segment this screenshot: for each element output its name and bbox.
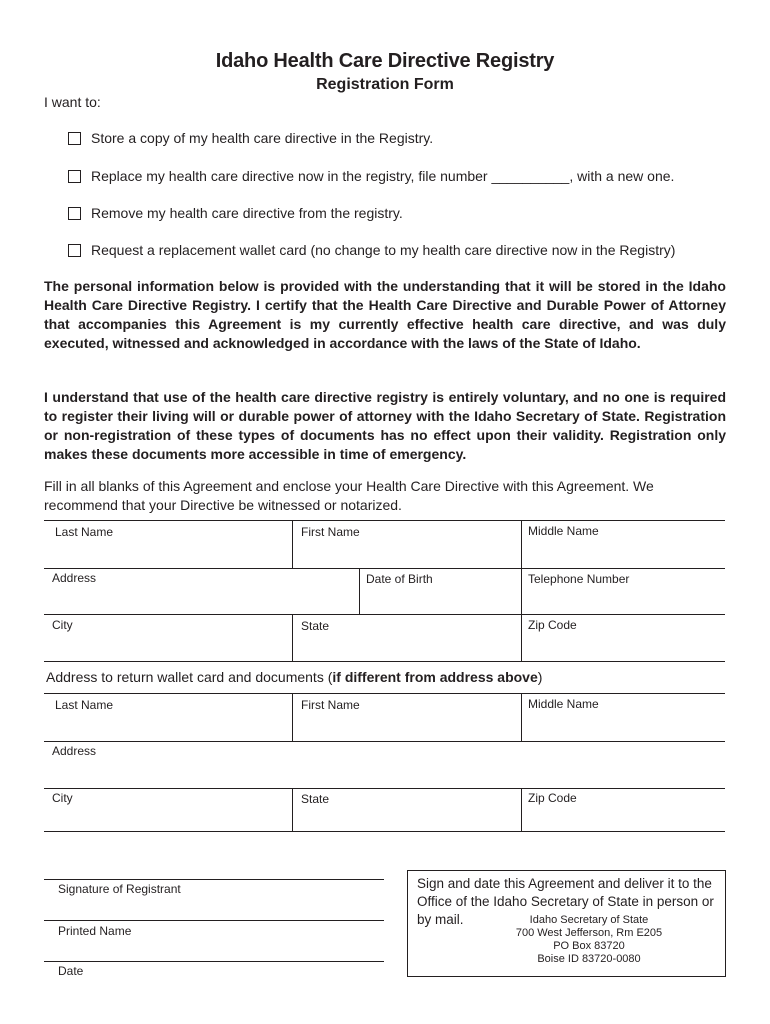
- option-remove-label: Remove my health care directive from the registry.: [91, 205, 403, 221]
- option-store[interactable]: [68, 130, 433, 146]
- form-title: Idaho Health Care Directive Registry: [215, 50, 555, 72]
- address-line: 700 West Jefferson, Rm E205: [515, 927, 663, 939]
- last-name-field[interactable]: Last Name: [55, 525, 114, 539]
- date-of-birth-field[interactable]: Date of Birth: [366, 572, 433, 586]
- return-middle-name-field[interactable]: Middle Name: [528, 697, 599, 711]
- state-field[interactable]: State: [301, 619, 330, 633]
- telephone-field[interactable]: Telephone Number: [528, 572, 630, 586]
- checkbox-replace[interactable]: [68, 170, 81, 183]
- intro-text: I want to:: [44, 94, 101, 110]
- certify-paragraph: The personal information below is provided with the understanding that it will be stored in the Idaho Health Care Directive Registry. I certify that the Health Care Directive and Durable Power of Attorney that accompanies this Agreement is my currently effective health care directive, and was duly executed, witnessed and acknowledged in accordance with the laws of the State of Idaho.: [44, 278, 726, 351]
- voluntary-paragraph: I understand that use of the health care directive registry is entirely voluntary, and no one is required to register their living will or durable power of attorney with the Idaho Secretary of State. Registration or non-registration of these types of documents has no effect upon their validity. Registration only makes these documents more accessible in time of emergency.: [44, 389, 726, 462]
- address-line: Idaho Secretary of State: [529, 914, 649, 926]
- printed-name-label: Printed Name: [58, 924, 132, 938]
- mail-instructions-box: [407, 870, 726, 977]
- date-line[interactable]: [44, 961, 384, 962]
- checkbox-store[interactable]: [68, 132, 81, 145]
- return-state-field[interactable]: State: [301, 792, 330, 806]
- option-wallet-card-label: Request a replacement wallet card (no change to my health care directive now in the Registry): [91, 242, 676, 258]
- first-name-field[interactable]: First Name: [301, 525, 360, 539]
- checkbox-wallet-card[interactable]: [68, 244, 81, 257]
- address-line: PO Box 83720: [553, 940, 625, 952]
- form-subtitle: Registration Form: [316, 76, 454, 93]
- option-replace[interactable]: [68, 168, 674, 184]
- printed-name-line[interactable]: [44, 920, 384, 921]
- zip-field[interactable]: Zip Code: [528, 618, 577, 632]
- option-replace-label: Replace my health care directive now in the registry, file number __________, with a new one.: [91, 168, 675, 184]
- mailing-address: [494, 914, 684, 966]
- return-address-grid: [44, 693, 725, 832]
- option-remove[interactable]: [68, 205, 403, 221]
- mail-instructions-text: Sign and date this Agreement and deliver it to the Office of the Idaho Secretary of State in person or by mail.: [417, 876, 714, 927]
- city-field[interactable]: City: [52, 618, 73, 632]
- checkbox-remove[interactable]: [68, 207, 81, 220]
- address-line: Boise ID 83720-0080: [537, 953, 641, 965]
- return-address-field[interactable]: Address: [52, 744, 97, 758]
- address-field[interactable]: Address: [52, 571, 97, 585]
- signature-line[interactable]: [44, 879, 384, 880]
- signature-label: Signature of Registrant: [58, 882, 181, 896]
- return-city-field[interactable]: City: [52, 791, 73, 805]
- return-zip-field[interactable]: Zip Code: [528, 791, 577, 805]
- date-label: Date: [58, 964, 84, 978]
- option-store-label: Store a copy of my health care directive in the Registry.: [91, 130, 434, 146]
- registrant-info-grid: [44, 520, 725, 662]
- return-last-name-field[interactable]: Last Name: [55, 698, 114, 712]
- option-wallet-card[interactable]: [68, 242, 675, 258]
- return-first-name-field[interactable]: First Name: [301, 698, 360, 712]
- instructions-paragraph: Fill in all blanks of this Agreement and enclose your Health Care Directive with this Agreement. We recommend that your Directive be witnessed or notarized.: [44, 478, 654, 513]
- return-address-heading: Address to return wallet card and documents (if different from address above): [46, 669, 543, 685]
- middle-name-field[interactable]: Middle Name: [528, 524, 599, 538]
